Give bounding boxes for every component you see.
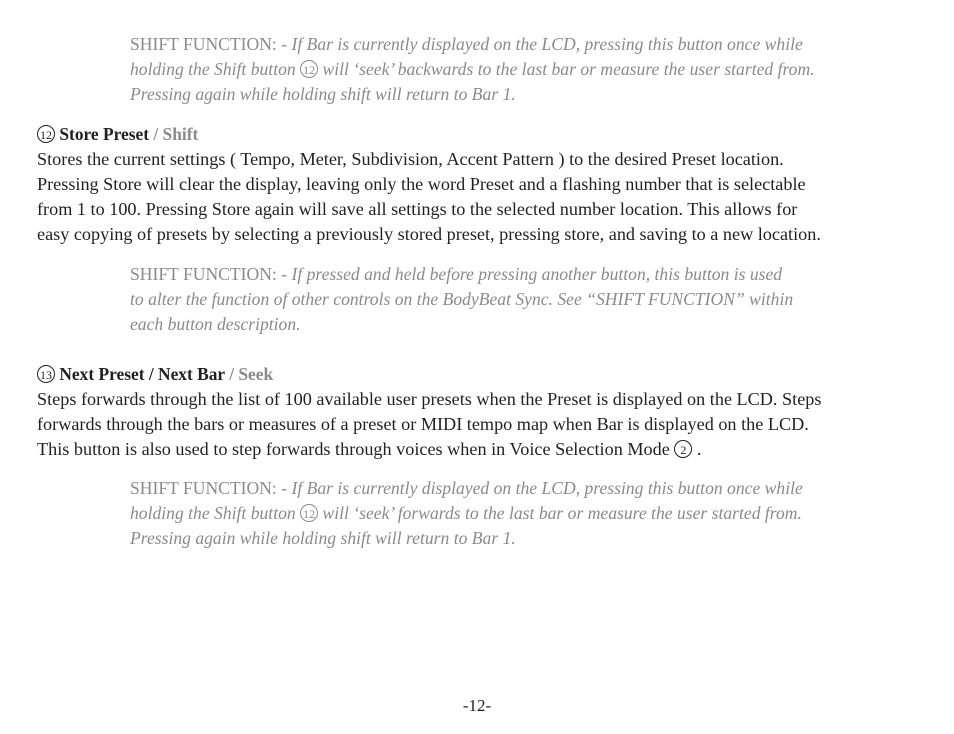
button-ref-2-icon: 2: [674, 440, 692, 458]
section-subtitle: / Shift: [153, 124, 199, 144]
shift-text-line: each button description.: [130, 314, 301, 334]
button-ref-12-icon: 12: [300, 60, 318, 78]
store-preset-section: [37, 122, 927, 247]
section-title: Next Preset / Next Bar: [59, 364, 225, 384]
shift-function-label: SHIFT FUNCTION: -: [130, 478, 288, 498]
shift-text-line: If pressed and held before pressing another button, this button is used: [291, 264, 783, 284]
shift-text-line: Pressing again while holding shift will return to Bar 1.: [130, 84, 516, 104]
body-line: Steps forwards through the list of 100 available user presets when the Preset is displayed on the LCD. Steps: [37, 389, 822, 409]
section-title: Store Preset: [59, 124, 150, 144]
body-line: forwards through the bars or measures of a preset or MIDI tempo map when Bar is displayed on the LCD.: [37, 414, 809, 434]
shift-text-line: holding the Shift button: [130, 59, 296, 79]
body-line-end: .: [696, 439, 702, 459]
page-number: -12-: [462, 696, 492, 715]
shift-function-label: SHIFT FUNCTION: -: [130, 264, 288, 284]
button-ref-12-icon: 12: [300, 504, 318, 522]
section-subtitle: / Seek: [229, 364, 274, 384]
section-heading: [37, 122, 927, 147]
next-preset-section: [37, 362, 927, 462]
shift-function-note-store: [130, 262, 930, 337]
shift-text-line: will ‘seek’ forwards to the last bar or measure the user started from.: [322, 503, 802, 523]
shift-text-line: Pressing again while holding shift will return to Bar 1.: [130, 528, 516, 548]
button-number-12-icon: 12: [37, 125, 55, 143]
body-line: from 1 to 100. Pressing Store again will save all settings to the selected number location. This allows for: [37, 199, 798, 219]
body-line: Stores the current settings ( Tempo, Meter, Subdivision, Accent Pattern ) to the desired Preset location.: [37, 149, 784, 169]
shift-text-line: holding the Shift button: [130, 503, 296, 523]
shift-text-line: will ‘seek’ backwards to the last bar or measure the user started from.: [322, 59, 815, 79]
shift-function-label: SHIFT FUNCTION: -: [130, 34, 288, 54]
shift-function-note-seek-forwards: [130, 476, 930, 551]
section-heading: [37, 362, 927, 387]
button-number-13-icon: 13: [37, 365, 55, 383]
shift-text-line: If Bar is currently displayed on the LCD, pressing this button once while: [291, 478, 803, 498]
shift-function-note-seek-backwards: [130, 32, 930, 107]
body-line: This button is also used to step forwards through voices when in Voice Selection Mode: [37, 439, 670, 459]
shift-text-line: If Bar is currently displayed on the LCD, pressing this button once while: [291, 34, 803, 54]
shift-text-line: to alter the function of other controls on the BodyBeat Sync. See “SHIFT FUNCTION” within: [130, 289, 794, 309]
body-line: easy copying of presets by selecting a previously stored preset, pressing store, and saving to a new location.: [37, 224, 821, 244]
body-line: Pressing Store will clear the display, leaving only the word Preset and a flashing number that is selectable: [37, 174, 806, 194]
